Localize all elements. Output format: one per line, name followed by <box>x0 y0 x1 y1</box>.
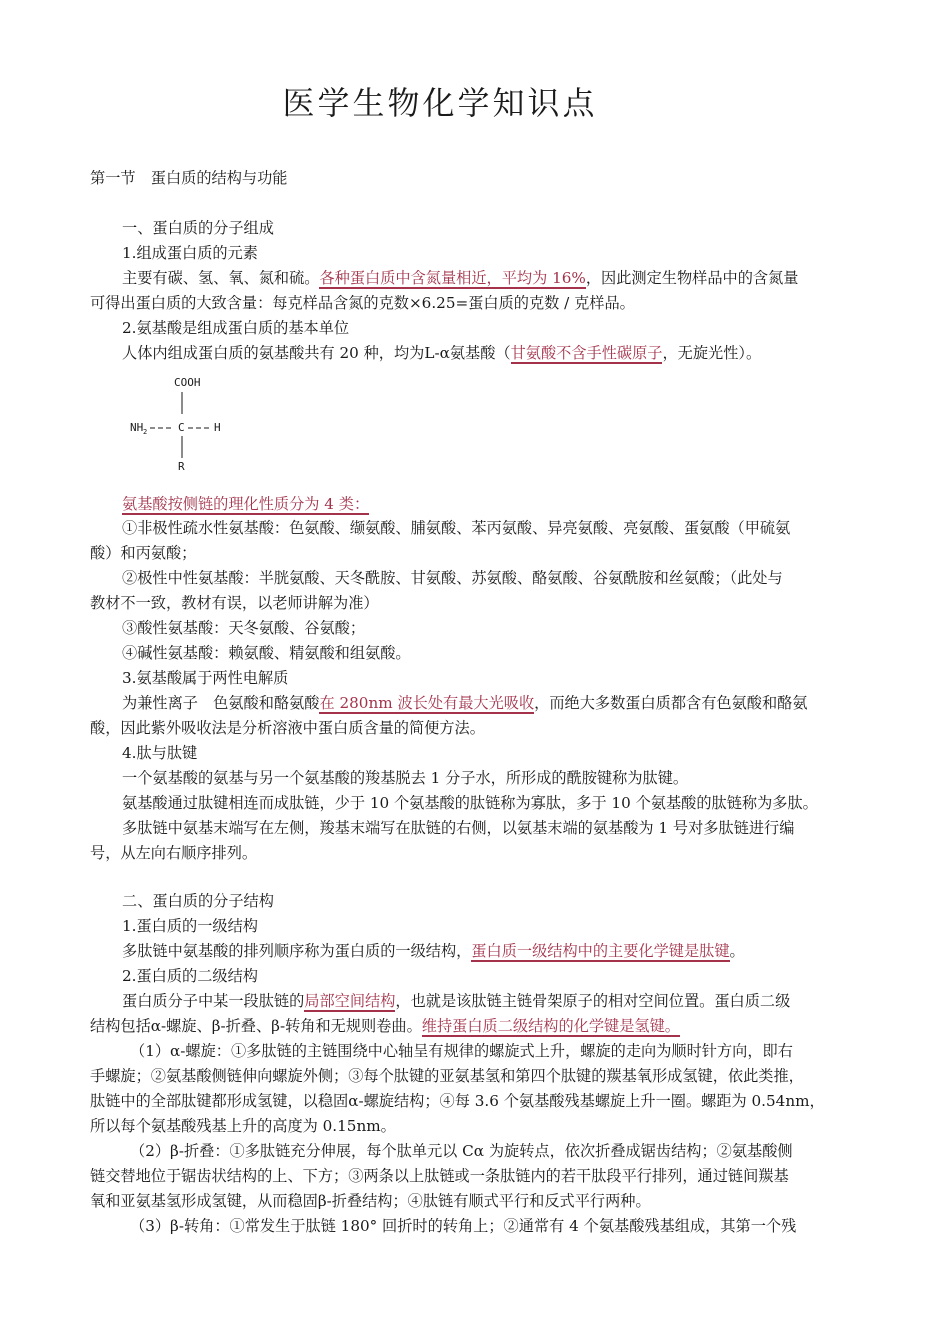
highlighted-text: 氨基酸按侧链的理化性质分为 4 类： <box>122 495 370 513</box>
formula-hydrogen: H <box>214 421 221 434</box>
paragraph-line <box>122 691 808 715</box>
subheading-peptide: 4.肽与肽键 <box>122 744 198 762</box>
paragraph-line: 所以每个氨基酸残基上升的高度为 0.15nm。 <box>90 1117 396 1135</box>
highlighted-text: 在 280nm 波长处有最大光吸收 <box>319 694 535 712</box>
subheading-amino-acid-unit: 2.氨基酸是组成蛋白质的基本单位 <box>122 319 350 337</box>
heading-molecular-structure: 二、蛋白质的分子结构 <box>122 892 274 910</box>
paragraph-line: 链交替地位于锯齿状结构的上、下方；③两条以上肽链或一条肽链内的若干肽段平行排列，通过链间羰基 <box>90 1167 789 1185</box>
paragraph-line: 酸，因此紫外吸收法是分析溶液中蛋白质含量的简便方法。 <box>90 719 485 737</box>
paragraph-line: 氨基酸通过肽键相连而成肽链，少于 10 个氨基酸的肽链称为寡肽，多于 10 个氨基酸的肽链称为多肽。 <box>122 794 818 812</box>
section-heading: 第一节 蛋白质的结构与功能 <box>90 169 288 187</box>
paragraph-line: 可得出蛋白质的大致含量：每克样品含氮的克数×6.25=蛋白质的克数 / 克样品。 <box>90 294 635 312</box>
document-title: 医学生物化学知识点 <box>282 84 598 122</box>
paragraph-line: 一个氨基酸的氨基与另一个氨基酸的羧基脱去 1 分子水，所形成的酰胺键称为肽键。 <box>122 769 689 787</box>
formula-nh-subscript: 2 <box>143 428 148 436</box>
subheading-secondary-structure: 2.蛋白质的二级结构 <box>122 967 258 985</box>
text-run: 人体内组成蛋白质的氨基酸共有 20 种，均为L-α氨基酸（ <box>122 344 511 362</box>
paragraph-line: （2）β-折叠：①多肽链充分伸展，每个肽单元以 Cα 为旋转点，依次折叠成锯齿结构；②氨基酸侧 <box>130 1142 793 1160</box>
text-run: ，而绝大多数蛋白质都含有色氨酸和酪氨 <box>534 694 808 712</box>
paragraph-line: 酸）和丙氨酸； <box>90 544 197 562</box>
text-run: 结构包括α-螺旋、β-折叠、β-转角和无规则卷曲。 <box>90 1017 422 1035</box>
highlighted-text: 各种蛋白质中含氮量相近，平均为 16% <box>319 269 586 287</box>
paragraph-line <box>90 1014 680 1038</box>
highlighted-text: 局部空间结构 <box>304 992 396 1010</box>
text-run: ，无旋光性）。 <box>662 344 762 362</box>
highlighted-text: 维持蛋白质二级结构的化学键是氢键。 <box>421 1017 680 1035</box>
paragraph-line: 多肽链中氨基末端写在左侧，羧基末端写在肽链的右侧，以氨基末端的氨基酸为 1 号对多肽链进行编 <box>122 819 795 837</box>
paragraph-line: 教材不一致，教材有误，以老师讲解为准） <box>90 594 379 612</box>
paragraph-line: 肽链中的全部肽键都形成氢键，以稳固α-螺旋结构；④每 3.6 个氨基酸残基螺旋上升一圈。螺距为 0.54nm， <box>90 1092 825 1110</box>
subheading-elements: 1.组成蛋白质的元素 <box>122 244 258 262</box>
paragraph-line <box>122 939 745 963</box>
text-run: 为兼性离子 色氨酸和酪氨酸 <box>122 694 320 712</box>
paragraph-line: 号，从左向右顺序排列。 <box>90 844 258 862</box>
text-run: 蛋白质分子中某一段肽链的 <box>122 992 305 1010</box>
paragraph-line: 氧和亚氨基氢形成氢键，从而稳固β-折叠结构；④肽链有顺式平行和反式平行两种。 <box>90 1192 651 1210</box>
text-run: ，因此测定生物样品中的含氮量 <box>585 269 799 287</box>
paragraph-line: ③酸性氨基酸：天冬氨酸、谷氨酸； <box>122 619 365 637</box>
paragraph-line: （3）β-转角：①常发生于肽链 180° 回折时的转角上；②通常有 4 个氨基酸残基组成，其第一个残 <box>130 1217 797 1235</box>
paragraph-line <box>122 341 761 365</box>
amino-acid-structure-formula <box>128 374 248 474</box>
text-run: 多肽链中氨基酸的排列顺序称为蛋白质的一级结构， <box>122 942 472 960</box>
formula-cooh: COOH <box>174 376 201 389</box>
paragraph-line: ④碱性氨基酸：赖氨酸、精氨酸和组氨酸。 <box>122 644 411 662</box>
text-run: 主要有碳、氢、氧、氮和硫。 <box>122 269 320 287</box>
paragraph-line <box>122 492 369 516</box>
text-run: ，也就是该肽链主链骨架原子的相对空间位置。蛋白质二级 <box>395 992 791 1010</box>
formula-nh: NH <box>130 421 144 434</box>
paragraph-line <box>122 266 798 290</box>
highlighted-text: 甘氨酸不含手性碳原子 <box>510 344 663 362</box>
paragraph-line: ②极性中性氨基酸：半胱氨酸、天冬酰胺、甘氨酸、苏氨酸、酪氨酸、谷氨酰胺和丝氨酸；（此处与 <box>122 569 783 587</box>
text-run: 。 <box>729 942 745 960</box>
subheading-amphoteric: 3.氨基酸属于两性电解质 <box>122 669 289 687</box>
highlighted-text: 蛋白质一级结构中的主要化学键是肽键 <box>471 942 730 960</box>
formula-r-group: R <box>178 460 185 473</box>
paragraph-line: （1）α-螺旋：①多肽链的主链围绕中心轴呈有规律的螺旋式上升，螺旋的走向为顺时针方向，即右 <box>130 1042 793 1060</box>
subheading-primary-structure: 1.蛋白质的一级结构 <box>122 917 258 935</box>
formula-carbon: C <box>178 421 185 434</box>
paragraph-line <box>122 989 790 1013</box>
heading-molecular-composition: 一、蛋白质的分子组成 <box>122 219 274 237</box>
paragraph-line: ①非极性疏水性氨基酸：色氨酸、缬氨酸、脯氨酸、苯丙氨酸、异亮氨酸、亮氨酸、蛋氨酸（甲硫氨 <box>122 519 791 537</box>
paragraph-line: 手螺旋；②氨基酸侧链伸向螺旋外侧；③每个肽键的亚氨基氢和第四个肽键的羰基氧形成氢键，依此类推， <box>90 1067 804 1085</box>
